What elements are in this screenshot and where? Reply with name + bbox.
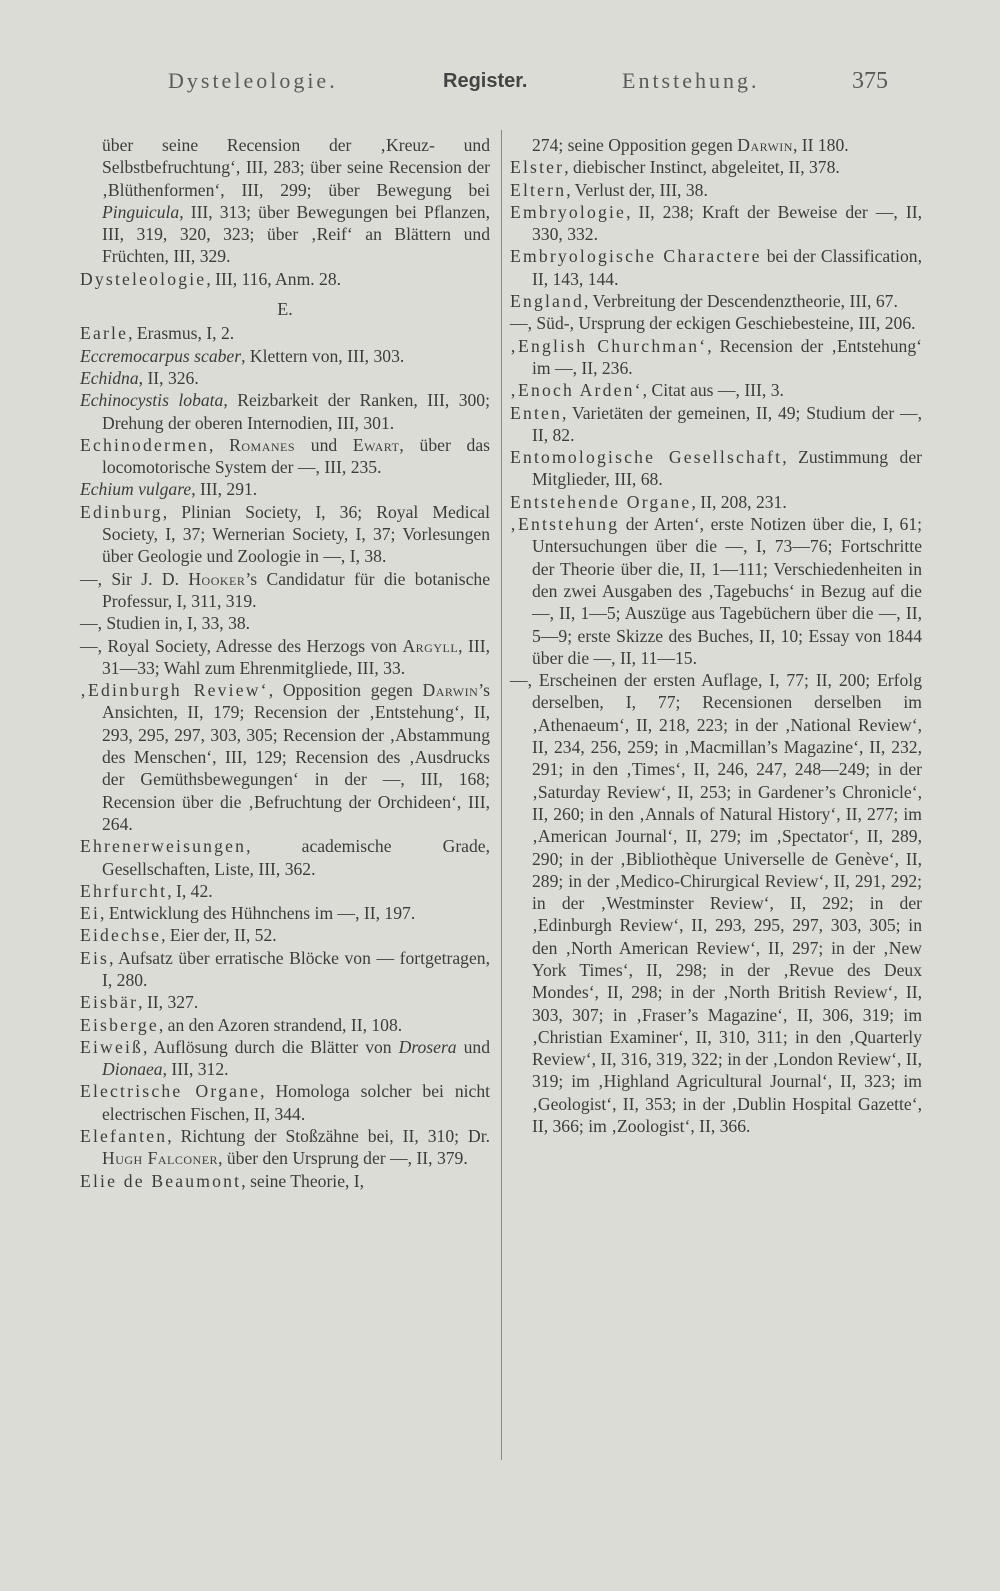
index-entry: ‚Enoch Arden‘, Citat aus —, III, 3. <box>510 380 784 401</box>
index-entry: Echidna, II, 326. <box>80 367 199 388</box>
index-column-right <box>510 134 922 1137</box>
index-entry: —, Süd-, Ursprung der eckigen Geschiebesteine, III, 206. <box>510 313 916 334</box>
header-left-catchword: Dysteleologie. <box>168 68 338 93</box>
index-entry: ‚English Churchman‘, Recension der ‚Entstehung‘ im —, II, 236. <box>510 335 922 378</box>
header-right-catchword: Entstehung. <box>622 68 760 93</box>
index-entry: Eisbär, II, 327. <box>80 992 199 1013</box>
header-title: Register. <box>443 70 528 92</box>
index-entry: Elefanten, Richtung der Stoßzähne bei, II, 310; Dr. Hugh Falconer, über den Ursprung der —, II, 379. <box>80 1126 490 1169</box>
index-entry: Electrische Organe, Homologa solcher bei nicht electrischen Fischen, II, 344. <box>80 1081 490 1124</box>
index-entry: Echinodermen, Romanes und Ewart, über das locomotorische System der —, III, 235. <box>80 434 490 478</box>
page-number: 375 <box>852 68 888 94</box>
index-entry: Earle, Erasmus, I, 2. <box>80 323 235 344</box>
running-header <box>0 68 1000 102</box>
index-entry: Enten, Varietäten der gemeinen, II, 49; Studium der —, II, 82. <box>510 402 922 445</box>
index-entry: Eis, Aufsatz über erratische Blöcke von — fortgetragen, I, 280. <box>80 947 490 990</box>
index-column-left <box>80 134 490 1192</box>
index-entry: 274; seine Opposition gegen Darwin, II 180. <box>532 135 849 155</box>
index-entry: Ehrfurcht, I, 42. <box>80 880 213 901</box>
index-entry: Embryologie, II, 238; Kraft der Beweise der —, II, 330, 332. <box>510 201 922 245</box>
index-entry: Elster, diebischer Instinct, abgeleitet, II, 378. <box>510 157 840 178</box>
index-entry: —, Erscheinen der ersten Auflage, I, 77; II, 200; Erfolg derselben, I, 77; Recensionen derselben im ‚Athenaeum‘, II, 218, 223; in der ‚National Review‘, II, 234, 256, 259; in ‚Macmillan’s Magazine‘, II, 232, 291; in den ‚Times‘, II, 246, 247, 248—249; in der ‚Saturday Review‘, II, 253; in Gardener’s Chronicle‘, II, 260; in den ‚Annals of Natural History‘, II, 277; im ‚American Journal‘, II, 279; im ‚Spectator‘, II, 289, 290; in der ‚Bibliothèque Universelle de Genève‘, II, 289; in der ‚Medico-Chirurgical Review‘, II, 291, 292; in der ‚Westminster Review‘, II, 292; in der ‚Edinburgh Review‘, II, 293, 295, 297, 303, 305; in den ‚North American Review‘, II, 297; in der ‚New York Times‘, II, 298; in der ‚Revue des Deux Mondes‘, II, 298; in der ‚North British Review‘, II, 303, 307; in ‚Fraser’s Magazine‘, II, 306, 319; im ‚Christian Examiner‘, II, 310, 311; in den ‚Quarterly Review‘, II, 316, 319, 322; in der ‚London Review‘, II, 319; im ‚Highland Agricultural Journal‘, II, 323; im ‚Geologist‘, II, 353; in der ‚Dublin Hospital Gazette‘, II, 366; im ‚Zoologist‘, II, 366. <box>510 670 922 1137</box>
index-entry: ‚Entstehung der Arten‘, erste Notizen über die, I, 61; Untersuchungen über die —, I, 73—76; Fortschritte der Theorie über die, II, 1—111; Verschiedenheiten in den zwei Ausgaben des ‚Tagebuchs‘ in Bezug auf die —, II, 1—5; Auszüge aus Tagebüchern über die —, II, 5—9; erste Skizze des Buches, II, 10; Essay von 1844 über die —, II, 11—15. <box>510 514 922 668</box>
index-entry: Eiweiß, Auflösung durch die Blätter von Drosera und Dionaea, III, 312. <box>80 1036 491 1080</box>
column-divider <box>501 130 502 1460</box>
index-entry: England, Verbreitung der Descendenztheorie, III, 67. <box>510 291 898 312</box>
index-entry: —, Sir J. D. Hooker’s Candidatur für die botanische Professur, I, 311, 319. <box>80 568 491 611</box>
index-entry: Echinocystis lobata, Reizbarkeit der Ranken, III, 300; Drehung der oberen Internodien, III, 301. <box>80 390 490 433</box>
index-entry: Eltern, Verlust der, III, 38. <box>510 179 708 200</box>
index-entry: Entomologische Gesellschaft, Zustimmung der Mitglieder, III, 68. <box>510 447 922 490</box>
index-entry: Dysteleologie, III, 116, Anm. 28. <box>80 268 342 289</box>
index-entry: Elie de Beaumont, seine Theorie, I, <box>80 1170 365 1191</box>
index-entry: Eidechse, Eier der, II, 52. <box>80 925 277 946</box>
index-entry: Ei, Entwicklung des Hühnchens im —, II, 197. <box>80 903 416 924</box>
index-entry: Echium vulgare, III, 291. <box>80 479 258 500</box>
index-entry: ‚Edinburgh Review‘, Opposition gegen Darwin’s Ansichten, II, 179; Recension der ‚Entstehung‘, II, 293, 295, 297, 303, 305; Recension der ‚Abstammung des Menschen‘, III, 129; Recension des ‚Ausdrucks der Gemüthsbewegungen‘ in der —, III, 168; Recension über die ‚Befruchtung der Orchideen‘, III, 264. <box>80 680 490 834</box>
index-entry: Eisberge, an den Azoren strandend, II, 108. <box>80 1014 403 1035</box>
index-entry: Entstehende Organe, II, 208, 231. <box>510 491 787 512</box>
section-letter: E. <box>277 299 293 320</box>
index-entry: Ehrenerweisungen, academische Grade, Gesellschaften, Liste, III, 362. <box>80 836 490 879</box>
index-entry: Embryologische Charactere bei der Classification, II, 143, 144. <box>510 246 922 289</box>
index-entry: Edinburg, Plinian Society, I, 36; Royal Medical Society, I, 37; Wernerian Society, I, 37; Vorlesungen über Geologie und Zoologie in —, I, 38. <box>80 501 490 567</box>
index-entry: über seine Recension der ‚Kreuz- und Selbstbefruchtung‘, III, 283; über seine Recension der ‚Blüthenformen‘, III, 299; über Bewegung bei Pinguicula, III, 313; über Bewegungen bei Pflanzen, III, 319, 320, 323; über ‚Reif‘ an Blättern und Früchten, III, 329. <box>102 135 490 267</box>
index-entry: —, Royal Society, Adresse des Herzogs von Argyll, III, 31—33; Wahl zum Ehrenmitgliede, III, 33. <box>80 635 490 678</box>
index-entry: Eccremocarpus scaber, Klettern von, III, 303. <box>80 345 405 366</box>
index-entry: —, Studien in, I, 33, 38. <box>80 613 251 634</box>
